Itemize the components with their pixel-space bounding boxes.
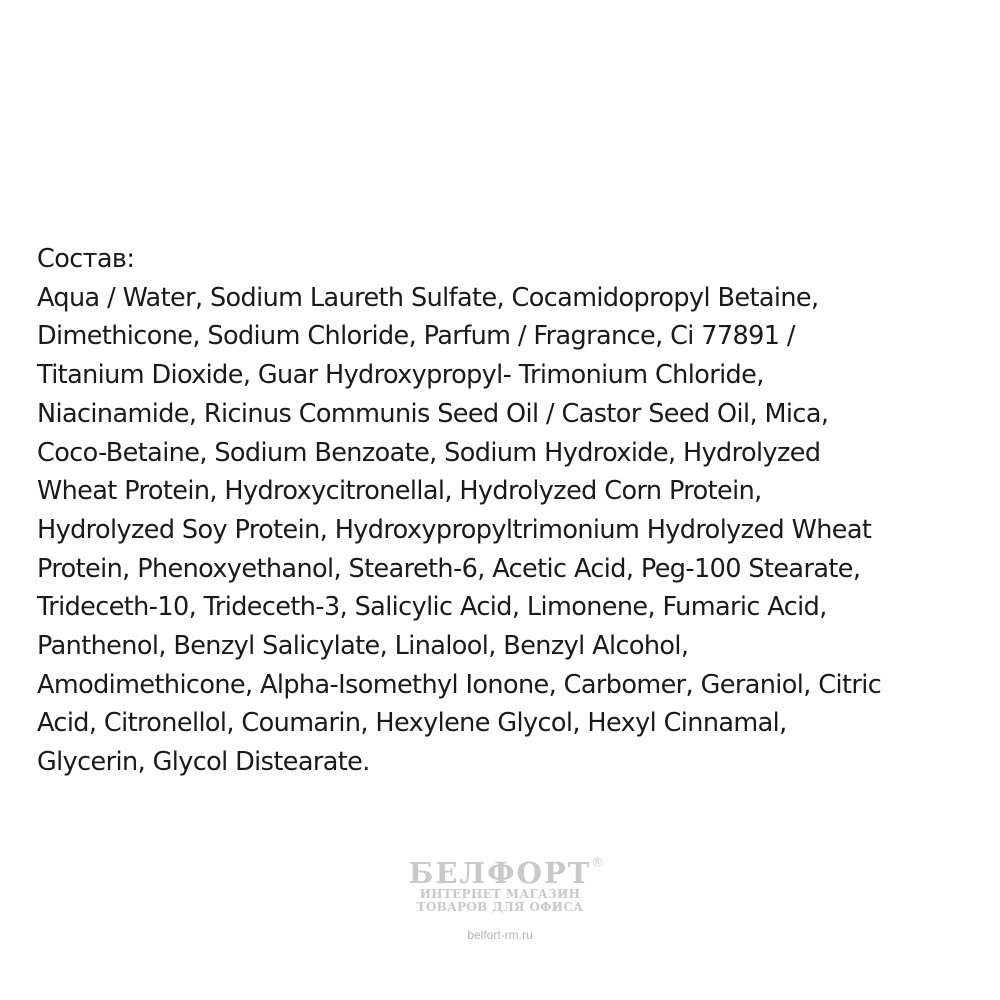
ingredients-line: Dimethicone, Sodium Chloride, Parfum / Fragrance, Ci 77891 / — [37, 321, 795, 352]
ingredients-line: Wheat Protein, Hydroxycitronellal, Hydrolyzed Corn Protein, — [37, 476, 762, 507]
ingredients-line: Aqua / Water, Sodium Laureth Sulfate, Cocamidopropyl Betaine, — [37, 282, 819, 313]
store-url: belfort-rm.ru — [467, 928, 533, 942]
composition-heading: Состав: — [37, 244, 135, 274]
ingredients-line: Glycerin, Glycol Distearate. — [37, 747, 370, 778]
ingredients-line: Amodimethicone, Alpha-Isomethyl Ionone, Carbomer, Geraniol, Citric — [37, 669, 882, 700]
ingredients-text-block — [37, 240, 977, 782]
ingredients-line: Protein, Phenoxyethanol, Steareth-6, Acetic Acid, Peg-100 Stearate, — [37, 553, 861, 584]
store-watermark — [0, 855, 1000, 915]
ingredients-line: Acid, Citronellol, Coumarin, Hexylene Glycol, Hexyl Cinnamal, — [37, 708, 787, 739]
registered-mark: ® — [591, 855, 604, 869]
ingredients-line: Coco-Betaine, Sodium Benzoate, Sodium Hydroxide, Hydrolyzed — [37, 437, 821, 468]
ingredients-line: Hydrolyzed Soy Protein, Hydroxypropyltrimonium Hydrolyzed Wheat — [37, 514, 872, 545]
store-brand-name: БЕЛФОРТ — [408, 856, 592, 890]
ingredients-line: Trideceth-10, Trideceth-3, Salicylic Acid, Limonene, Fumaric Acid, — [37, 592, 827, 623]
store-logo — [408, 855, 604, 914]
ingredients-line: Titanium Dioxide, Guar Hydroxypropyl- Trimonium Chloride, — [37, 360, 764, 391]
store-tagline-line2: ТОВАРОВ ДЛЯ ОФИСА — [416, 900, 584, 914]
ingredients-line: Niacinamide, Ricinus Communis Seed Oil / Castor Seed Oil, Mica, — [37, 398, 829, 429]
store-tagline-line1: ИНТЕРНЕТ МАГАЗИН — [419, 887, 581, 901]
ingredients-line: Panthenol, Benzyl Salicylate, Linalool, Benzyl Alcohol, — [37, 631, 689, 662]
